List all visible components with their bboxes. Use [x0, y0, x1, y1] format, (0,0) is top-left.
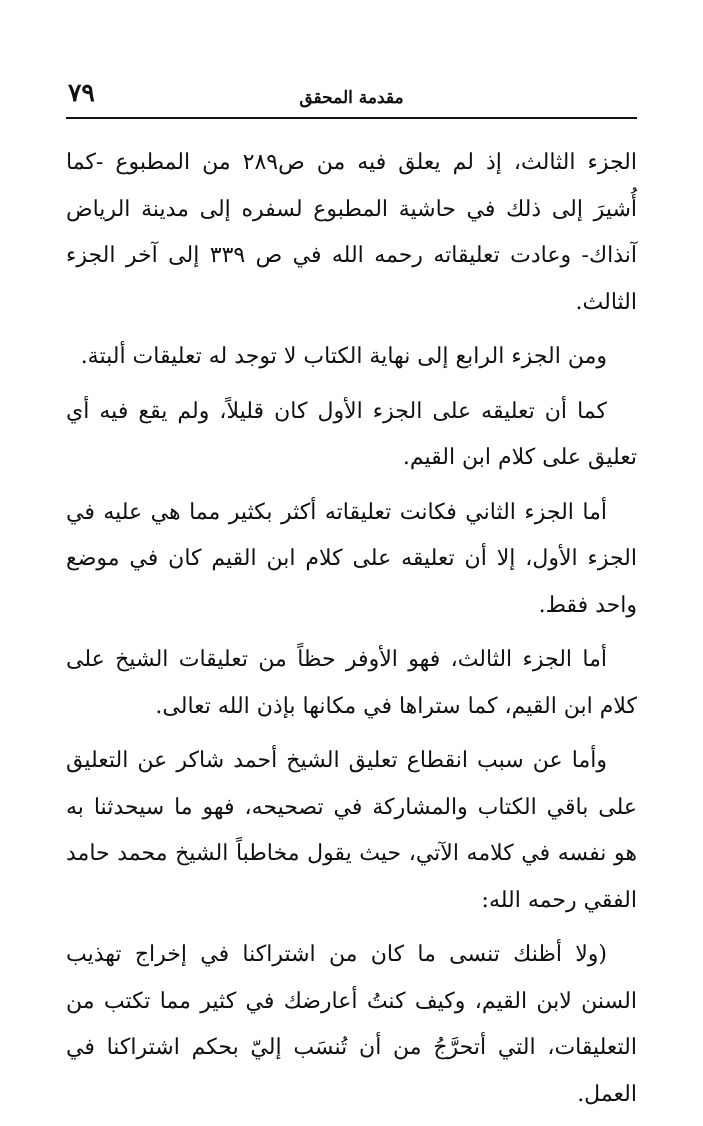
paragraph: الجزء الثالث، إذ لم يعلق فيه من ص٢٨٩ من المطبوع -كما أُشيرَ إلى ذلك في حاشية المطبوع لسفره إلى مدينة الرياض آنذاك- وعادت تعليقاته رحمه الله في ص ٣٣٩ إلى آخر الجزء الثالث. — [66, 150, 638, 315]
paragraph: أما الجزء الثاني فكانت تعليقاته أكثر بكثير مما هي عليه في الجزء الأول، إلا أن تعليقه على كلام ابن القيم كان في موضع واحد فقط. — [66, 499, 637, 618]
paragraph: وأما عن سبب انقطاع تعليق الشيخ أحمد شاكر عن التعليق على باقي الكتاب والمشاركة في تصحيحه، فهو ما سيحدثنا به هو نفسه في كلامه الآتي، حيث يقول مخاطباً الشيخ محمد حامد الفقي رحمه الله: — [66, 748, 637, 913]
paragraph: ومن الجزء الرابع إلى نهاية الكتاب لا توجد له تعليقات ألبتة. — [80, 344, 607, 369]
paragraph: (ولا أظنك تنسى ما كان من اشتراكنا في إخراج تهذيب السنن لابن القيم، وكيف كنتُ أعارضك في كثير مما تكتب من التعليقات، التي أتحرَّجُ من أن تُنسَب إليّ بحكم اشتراكنا في العمل. — [66, 942, 637, 1107]
running-title: مقدمة المحقق — [299, 88, 404, 108]
header-rule — [66, 117, 637, 119]
paragraph: كما أن تعليقه على الجزء الأول كان قليلاً، ولم يقع فيه أي تعليق على كلام ابن القيم. — [66, 398, 637, 470]
paragraph: أما الجزء الثالث، فهو الأوفر حظاً من تعليقات الشيخ على كلام ابن القيم، كما ستراها في مكانها بإذن الله تعالى. — [66, 647, 637, 719]
page-number: ٧٩ — [68, 78, 95, 107]
page-header — [66, 74, 637, 116]
body-text — [66, 140, 637, 1126]
